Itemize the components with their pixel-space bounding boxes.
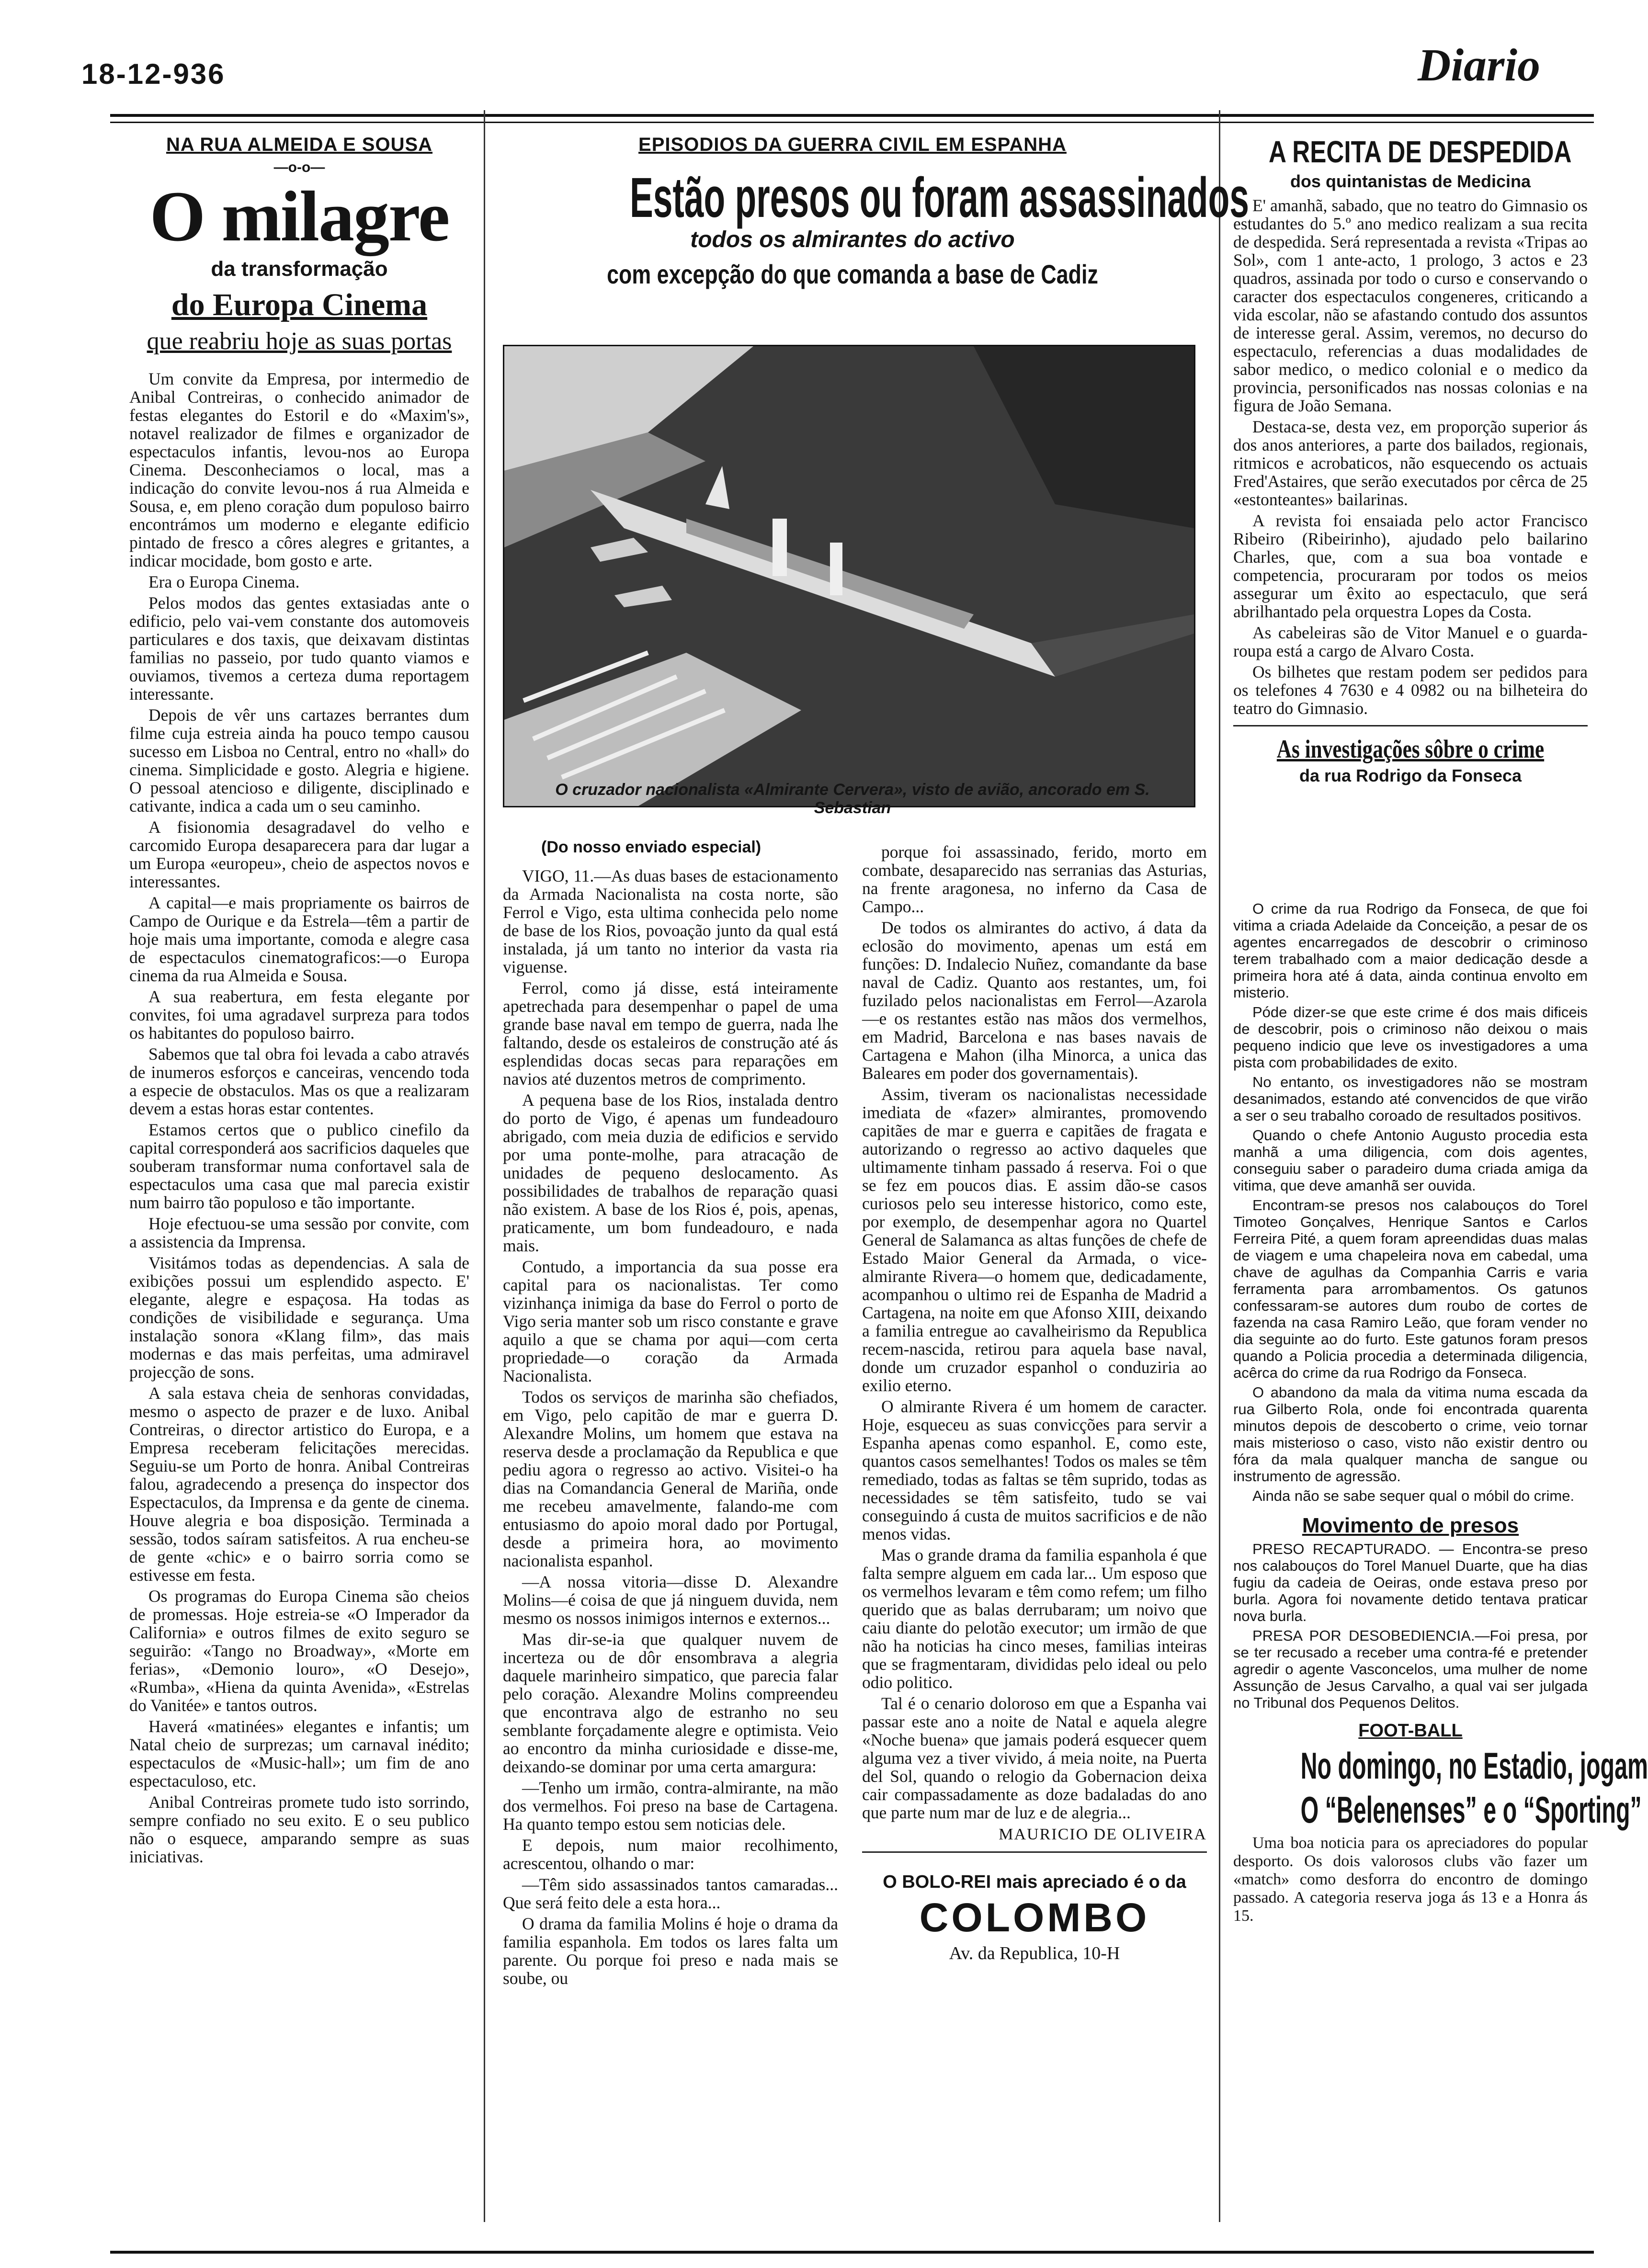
paragraph: O almirante Rivera é um homem de caracter. Hoje, esqueceu as suas convicções para servir a Espanha apenas como espanhol. E, como este, quantos casos semelhantes! Todos os males se têm remediado, todas as faltas se têm suprido, todas as necessidades se têm satisfeito, tudo se vai conseguindo á custa de muitos sacrificios e de não menos vidas. [862,1397,1207,1543]
paragraph: Sabemos que tal obra foi levada a cabo através de inumeros esforços e canceiras, vencendo toda a especie de obstaculos. Mas os que a realizaram devem a estas horas estar contentes. [129,1044,469,1118]
masthead: Diario [1418,39,1541,91]
paragraph: Tal é o cenario doloroso em que a Espanha vai passar este ano a noite de Natal e aquela alegre «Noche buena» que jamais poderá esquecer quem alguma vez a tiver vivido, á meia noite, na Puerta del Sol, quando o relogio da Gobernacion deixa cair compassadamente as doze badaladas do ano que parte num mar de luz e de alegria... [862,1694,1207,1822]
recita-subhead: dos quintanistas de Medicina [1290,171,1531,191]
ad-line-1: O BOLO-REI mais apreciado é o da [883,1872,1186,1892]
top-rule-thin [110,122,1594,123]
paragraph: Os programas do Europa Cinema são cheios de promessas. Hoje estreia-se «O Imperador da California» e outros filmes de exito seguro se seguirão: «Tango no Broadway», «Morte em ferias», «Demonio louro», «O Desejo», «Rumba», «Hiena da quinta Avenida», «Estrelas do Vanitée» e tantos outros. [129,1587,469,1715]
paragraph: Era o Europa Cinema. [148,572,300,591]
cruiser-photo [503,345,1195,807]
paragraph: Encontram-se presos nos calabouços do Torel Timoteo Gonçalves, Henrique Santos e Carlos Ferreira Pité, a quem foram apreendidas duas malas de viagem e uma chapeleira nova em cabedal, uma chave de agulhas da Companhia Carris e varia ferramenta para arrombamentos. Os gatunos confessaram-se autores dum roubo de cortes de fazenda na casa Ramiro Leão, que foram vender no dia seguinte ao do furto. Este gatunos foram presos quando a Policia procedia a determinada diligencia, acêrca do crime da rua Rodrigo da Fonseca. [1233,1197,1588,1381]
article-title: O milagre [149,177,449,256]
colombo-ad [862,1872,1207,1964]
center-headline: Estão presos ou foram assassinados [630,166,1249,229]
paragraph: Ainda não se sabe sequer qual o móbil do crime. [1252,1487,1575,1504]
football-label: FOOT-BALL [1358,1721,1463,1741]
paragraph: Assim, tiveram os nacionalistas necessidade imediata de «fazer» almirantes, promovendo capitães de mar e guerra e capitães de fragata e autorizando o regresso ao activo daqueles que ultimamente tinham passado á reserva. Foi o que se fez em poucos dias. E assim dão-se casos curiosos pelo seu interesse historico, como este, por exemplo, de desempenhar agora no Quartel General de Salamanca as altas funções de chefe de Estado Maior General da Armada, o vice-almirante Rivera—o homem que, dedicadamente, acompanhou o ultimo rei de Espanha de Madrid a Cartagena, na noite em que Afonso XIII, deixando a familia entregue ao cavalheirismo da Republica recem-nascida, retirou para aquela base naval, donde um cruzador espanhol o conduziria ao exilio eterno. [862,1085,1207,1395]
left-separator: —o-o— [273,159,325,175]
paragraph: De todos os almirantes do activo, á data da eclosão do movimento, apenas um está em funções: D. Indalecio Nuñez, comandante da base naval de Cadiz. Quanto aos restantes, um, foi fuzilado pelos nacionalistas em Ferrol—Azarola—e os restantes estão nas mãos dos vermelhos, em Madrid, Barcelona e nas bases navais de Cartagena e Mahon (ilha Minorca, a unica das Baleares em poder dos governamentais). [862,918,1207,1083]
paragraph: Todos os serviços de marinha são chefiados, em Vigo, pelo capitão de mar e guerra D. Alexandre Molins, um homem que estava na reserva desde a proclamação da Republica e que pediu agora o regresso ao activo. Visitei-o ha dias na Comandancia General de Mariña, onde me recebeu amavelmente, falando-me com entusiasmo do apoio moral dado por Portugal, desde a primeira hora, ao movimento nacionalista espanhol. [503,1387,838,1570]
ad-address: Av. da Republica, 10-H [949,1943,1120,1963]
paragraph: Os bilhetes que restam podem ser pedidos para os telefones 4 7630 e 4 0982 ou na bilheteira do teatro do Gimnasio. [1233,662,1588,718]
article-script-title: que reabriu hoje as suas portas [147,328,452,355]
paragraph: O crime da rua Rodrigo da Fonseca, de que foi vitima a criada Adelaide da Conceição, a pesar de os agentes encarregados de descobrir o criminoso terem trabalhado com a maior dedicação desde a primeira hora até á data, ainda continua envolto em misterio. [1233,900,1588,1001]
right-column [1233,134,1588,791]
paragraph: Quando o chefe Antonio Augusto procedia esta manhã a uma diligencia, com dois agentes, conseguiu saber o paradeiro duma criada amiga da vitima, que deve amanhã ser ouvida. [1233,1127,1588,1194]
paragraph: Haverá «matinées» elegantes e infantis; um Natal cheio de surprezas; um carnaval inédito; espectaculos de «Music-hall»; um fim de ano espectaculoso, etc. [129,1717,469,1791]
paragraph: porque foi assassinado, ferido, morto em combate, desaparecido nas serranias das Asturias, na frente aragonesa, no inferno da Casa de Campo... [862,842,1207,916]
paragraph: A sala estava cheia de senhoras convidadas, mesmo o aspecto de prazer e de luxo. Anibal Contreiras, o director artistico do Europa, e a Empresa receberam felicitações merecidas. Seguiu-se um Porto de honra. Anibal Contreiras falou, agradecendo a presença do inspector dos Espectaculos, da Imprensa e da gente de cinema. Houve alegria e boa disposição. Terminada a sessão, todos saíram satisfeitos. A rua encheu-se de gente «chic» e o bairro sorria como se estivesse em festa. [129,1383,469,1585]
paragraph: Um convite da Empresa, por intermedio de Anibal Contreiras, o conhecido animador de festas elegantes do Estoril e do «Maxim's», notavel realizador de filmes e organizador de espectaculos infantis, levou-nos ao Europa Cinema. Desconheciamos o local, mas a indicação do convite levou-nos á rua Almeida e Sousa, e, em pleno coração dum populoso bairro encontrámos um moderno e elegante edificio pintado de fresco a côres alegres e gritantes, a indicar mocidade, bom gosto e arte. [129,369,469,570]
football-title-2: O “Belenenses” e o “Sporting” [1300,1789,1642,1831]
center-kicker: EPISODIOS DA GUERRA CIVIL EM ESPANHA [638,134,1067,155]
presos-headline: Movimento de presos [1302,1514,1519,1537]
column-divider-1 [484,110,485,2222]
paragraph: Pelos modos das gentes extasiadas ante o edificio, pelo vai-vem constante dos automoveis particulares e dos taxis, que deixavam distintas familias no passeio, por tudo quanto viamos e ouviamos, tivemos a certeza duma reportagem interessante. [129,593,469,703]
ad-brand: COLOMBO [919,1895,1150,1940]
center-header [493,134,1249,290]
paragraph: Hoje efectuou-se uma sessão por convite, com a assistencia da Imprensa. [129,1214,469,1251]
section-divider [1233,725,1588,726]
article-subtitle: da transformação [211,257,388,281]
left-kicker: NA RUA ALMEIDA E SOUSA [166,134,433,155]
paragraph: Destaca-se, desta vez, em proporção superior ás dos anos anteriores, a parte dos bailados, regionais, ritmicos e acrobaticos, não esquecendo os actuais Fred'Astaires, que serão executados por cêrca de 25 «estonteantes» bailarinas. [1233,417,1588,509]
paragraph: Uma boa noticia para os apreciadores do popular desporto. Os dois valorosos clubs vão fazer um «match» como desforra do encontro de domingo passado. A categoria reserva joga ás 13 e a Honra ás 15. [1233,1834,1588,1925]
paragraph: Visitámos todas as dependencias. A sala de exibições possui um esplendido aspecto. E' elegante, alegre e espaçosa. Ha todas as condições de visibilidade e segurança. Uma instalação sonora «Klang film», das mais modernas e das mais perfeitas, uma admiravel projecção de sons. [129,1253,469,1382]
paragraph: Mas dir-se-ia que qualquer nuvem de incerteza ou de dôr ensombrava a alegria daquele marinheiro simpatico, que parecia falar pelo coração. Alexandre Molins compreendeu que encontrava algo de estranho no seu semblante forçadamente alegre e optimista. Veio ao encontro da minha curiosidade e disse-me, deixando-se dominar por uma certa amargura: [503,1630,838,1776]
paragraph: E' amanhã, sabado, que no teatro do Gimnasio os estudantes do 5.º ano medico realizam a sua recita de despedida. Será representada a revista «Tripas ao Sol», com 1 ante-acto, 1 prologo, 3 actos e 23 quadros, assinada por todo o curso e conservando o caracter dos espectaculos congeneres, criticando a vida escolar, não se afastando contudo dos assuntos de interesse geral. Assim, veremos, no decurso do espectaculo, referencias a duas modalidades de sabor medico, o medico colonial e o medico da provincia, personificados nas nossas colonias e na figura de João Semana. [1233,196,1588,415]
top-rule [110,114,1594,117]
paragraph: —A nossa vitoria—disse D. Alexandre Molins—é coisa de que já ninguem duvida, nem mesmo os nossos inimigos internos e externos... [503,1572,838,1628]
center-subhead-a: todos os almirantes do activo [690,227,1015,252]
paragraph: Mas o grande drama da familia espanhola é que falta sempre alguem em cada lar... Um esposo que os vermelhos levaram e têm como refem; um filho querido que as balas derrubaram; um noivo que caiu diante do pelotão executor; um irmão de que não ha noticias ha cinco meses, familias inteiras que se fragmentaram, divididas pelo ideal ou pelo odio politico. [862,1545,1207,1692]
paragraph: Anibal Contreiras promete tudo isto sorrindo, sempre confiado no seu exito. E o seu publico não o esquece, amparando sempre as suas iniciativas. [129,1792,469,1866]
football-title-1: No domingo, no Estadio, jogam [1300,1745,1648,1787]
paragraph: Póde dizer-se que este crime é dos mais dificeis de descobrir, pois o criminoso não deixou o mais pequeno indicio que leve os investigadores a uma pista com probabilidades de exito. [1233,1004,1588,1071]
paragraph: As cabeleiras são de Vitor Manuel e o guarda-roupa está a cargo de Alvaro Costa. [1233,623,1588,660]
ad-divider [862,1851,1207,1853]
center-column-1 [503,867,838,1990]
paragraph: A pequena base de los Rios, instalada dentro do porto de Vigo, é apenas um fundeadouro abrigado, com meia duzia de edificios e servido por uma ponte-molhe, para atracação de unidades de pequeno deslocamento. As possibilidades de trabalhos de reparação quasi não existem. A base de los Rios é, pois, apenas, praticamente, um bom fundeadouro, e nada mais. [503,1090,838,1255]
photo-caption: O cruzador nacionalista «Almirante Cervera», visto de avião, ancorado em S. Sebastian [555,781,1150,817]
center-subhead-b: com excepção do que comanda a base de Cadiz [607,259,1098,289]
recita-headline: A RECITA DE DESPEDIDA [1269,135,1572,169]
center-column-2 [862,843,1207,1964]
page-date: 18-12-936 [81,58,226,90]
paragraph: A capital—e mais propriamente os bairros de Campo de Ourique e da Estrela—têm a partir de hoje mais uma importante, comoda e alegre casa de espectaculos cinematograficos:—o Europa cinema da rua Almeida e Sousa. [129,893,469,985]
article-gothic-title: do Europa Cinema [171,287,428,322]
byline: (Do nosso enviado especial) [541,838,761,856]
paragraph: A sua reabertura, em festa elegante por convites, foi uma agradavel surpreza para todos os habitantes do populoso bairro. [129,987,469,1043]
paragraph: Estamos certos que o publico cinefilo da capital corresponderá aos sacrificios daqueles que souberam transformar numa confortavel sala de espectaculos uma casa que mal parecia existir num bairro tão populoso e tão importante. [129,1120,469,1212]
crime-headline: As investigações sôbre o crime [1276,735,1545,763]
paragraph: PRESA POR DESOBEDIENCIA.—Foi presa, por se ter recusado a receber uma contra-fé e pretender agredir o agente Vasconcelos, uma mulher de nome Assunção de Jesus Carvalho, a qual vai ser julgada no Tribunal dos Pequenos Delitos. [1233,1627,1588,1711]
paragraph: Ferrol, como já disse, está inteiramente apetrechada para desempenhar o papel de uma grande base naval em tempo de guerra, nada lhe faltando, desde os estaleiros de construção até ás esplendidas docas secas para reparações em navios até duzentos metros de comprimento. [503,978,838,1089]
signature: MAURICIO DE OLIVEIRA [999,1826,1207,1843]
crime-subhead: da rua Rodrigo da Fonseca [1299,766,1522,785]
paragraph: —Tenho um irmão, contra-almirante, na mão dos vermelhos. Foi preso na base de Cartagena. Ha quanto tempo estou sem noticias dele. [503,1778,838,1834]
paragraph: A fisionomia desagradavel do velho e carcomido Europa desaparecera para dar lugar a um Europa «europeu», cheio de aspectos novos e interessantes. [129,817,469,891]
paragraph: PRESO RECAPTURADO. — Encontra-se preso nos calabouços do Torel Manuel Duarte, que ha dias fugiu da cadeia de Oeiras, onde estava preso por burla. Agora foi novamente detido tentava praticar nova burla. [1233,1541,1588,1624]
left-column [129,134,469,1869]
paragraph: O drama da familia Molins é hoje o drama da familia espanhola. Em todos os lares falta um parente. Ou porque foi preso e nada mais se soube, ou [503,1914,838,1988]
paragraph: No entanto, os investigadores não se mostram desanimados, estando até convencidos de que virão a ser o seu trabalho coroado de resultados positivos. [1233,1074,1588,1124]
paragraph: Depois de vêr uns cartazes berrantes dum filme cuja estreia ainda ha pouco tempo causou sucesso em Lisboa no Central, entro no «hall» do cinema. Simplicidade e gosto. Alegria e higiene. O pessoal atencioso e diligente, disciplinado e cativante, indica a cada um o seu caminho. [129,705,469,816]
paragraph: Contudo, a importancia da sua posse era capital para os nacionalistas. Ter como vizinhança inimiga da base do Ferrol o porto de Vigo seria manter sob um risco constante e grave aquilo a que se chama por aqui—com certa propriedade—o coração da Armada Nacionalista. [503,1257,838,1385]
paragraph: —Têm sido assassinados tantos camaradas... Que será feito dele a esta hora... [503,1875,838,1912]
paragraph: VIGO, 11.—As duas bases de estacionamento da Armada Nacionalista na costa norte, são Ferrol e Vigo, esta ultima conhecida pelo nome de base de los Rios, povoação junto da qual está instalada, já um tanto no interior da vasta ria viguense. [503,866,838,976]
paragraph: A revista foi ensaiada pelo actor Francisco Ribeiro (Ribeirinho), ajudado pelo bailarino Charles, que, com a sua boa vontade e competencia, procuraram por todos os meios assegurar um êxito ao espectaculo, que será abrilhantado pela orquestra Lopes da Costa. [1233,511,1588,621]
cruiser-photo-image [504,346,1194,806]
bottom-rule [110,2251,1594,2254]
paragraph: O abandono da mala da vitima numa escada da rua Gilberto Rola, onde foi encontrada quarenta minutos depois de descoberto o crime, veio tornar mais misterioso o caso, visto não existir dentro ou fóra da mala qualquer mancha de sangue ou instrumento de agressão. [1233,1384,1588,1485]
right-column-crime [1233,900,1648,1928]
paragraph: E depois, num maior recolhimento, acrescentou, olhando o mar: [503,1836,838,1873]
column-divider-2 [1219,110,1220,2222]
